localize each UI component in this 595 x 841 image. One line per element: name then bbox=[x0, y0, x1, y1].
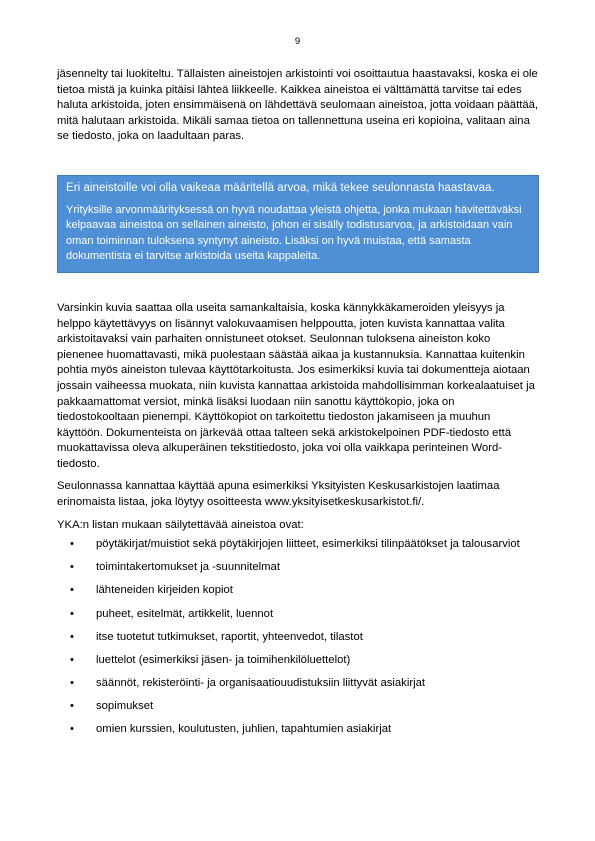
callout-body: Yrityksille arvonmäärityksessä on hyvä noudattaa yleistä ohjetta, jonka mukaan hävitettäväksi kelpaavaa aineistoa on sellainen aineisto, johon ei sisälly todistusarvoa, ja arkistoidaan vain oman toiminnan tuloksena syntynyt aineisto. Lisäksi on hyvä muistaa, että samasta dokumentista ei tarvitse arkistoida useita kappaleita. bbox=[66, 203, 522, 263]
bullet-item bbox=[57, 583, 539, 599]
bullet-item bbox=[57, 537, 539, 553]
bullet-icon: • bbox=[70, 584, 74, 597]
bullet-item bbox=[57, 630, 539, 646]
bullet-text: luettelot (esimerkiksi jäsen- ja toimihenkilöluettelot) bbox=[96, 653, 351, 666]
highlight-callout-box bbox=[57, 175, 539, 273]
bullet-icon: • bbox=[70, 653, 74, 666]
paragraph-images: Varsinkin kuvia saattaa olla useita samankaltaisia, koska kännykkäkameroiden yleisyys ja helppo käytettävyys on lisännyt valokuvaamisen helppoutta, joten kuvista kannattaa valita arkistoitavaksi vain parhaiten onnistuneet otokset. Seulonnan tuloksena aineiston koko pienenee huomattavasti, mikä puolestaan säästää aikaa ja kustannuksia. Kannattaa kuitenkin pohtia myös aineiston tulevaa käyttötarkoitusta. Jos esimerkiksi kuvia tai dokumentteja aiotaan jossain vaiheessa muokata, niin kuvista kannattaa arkistoida mahdollisimman korkealaatuiset ja pakkaamattomat versiot, minkä lisäksi luodaan niin sanottu käyttökopio, joka on tiedostokooltaan pienempi. Käyttökopiot on tarkoitettu tiedoston jakamiseen ja muuhun käyttöön. Dokumenteista on järkevää ottaa talteen sekä arkistokelpoinen PDF-tiedosto että muokattavissa oleva alkuperäinen tekstitiedosto, joka voi olla vaikkapa perinteinen Word-tiedosto. bbox=[57, 301, 535, 470]
bullet-text: omien kurssien, koulutusten, juhlien, tapahtumien asiakirjat bbox=[96, 723, 392, 735]
bullet-icon: • bbox=[70, 699, 74, 712]
bullet-item bbox=[57, 607, 539, 623]
bullet-text: pöytäkirjat/muistiot sekä pöytäkirjojen liitteet, esimerkiksi tilinpäätökset ja talousarviot bbox=[96, 538, 520, 551]
bullet-item bbox=[57, 722, 539, 738]
bullet-icon: • bbox=[70, 561, 74, 574]
paragraph-intro: jäsennelty tai luokiteltu. Tällaisten aineistojen arkistointi voi osoittautua haastavaksi, koska ei ole tietoa mistä ja kuinka pitäisi lähteä liikkeelle. Kaikkea aineistoa ei välttämättä tarvitse tai edes haluta arkistoida, joten ensimmäisenä on lähdettävä seulomaan aineistoa, jotta voidaan päättää, mitä halutaan arkistoida. Mikäli samaa tietoa on tallennettuna useina eri kopioina, valitaan aina se tiedosto, joka on laadultaan paras. bbox=[57, 68, 539, 143]
bullet-icon: • bbox=[70, 676, 74, 689]
bullet-text: toimintakertomukset ja -suunnitelmat bbox=[96, 561, 280, 574]
bullet-item bbox=[57, 653, 539, 669]
bullet-text: itse tuotetut tutkimukset, raportit, yhteenvedot, tilastot bbox=[96, 630, 363, 643]
bullet-text: säännöt, rekisteröinti- ja organisaatiouudistuksiin liittyvät asiakirjat bbox=[96, 676, 426, 689]
bullet-icon: • bbox=[70, 723, 74, 735]
bullet-icon: • bbox=[70, 607, 74, 620]
document-body bbox=[57, 67, 539, 745]
page-number: 9 bbox=[294, 36, 301, 47]
retention-bullet-list bbox=[57, 537, 539, 737]
bullet-item bbox=[57, 560, 539, 576]
bullet-text: lähteneiden kirjeiden kopiot bbox=[96, 584, 233, 597]
bullet-icon: • bbox=[70, 538, 74, 551]
paragraph-list-intro: YKA:n listan mukaan säilytettävää aineistoa ovat: bbox=[57, 518, 304, 531]
bullet-text: puheet, esitelmät, artikkelit, luennot bbox=[96, 607, 274, 620]
paragraph-yka-reference: Seulonnassa kannattaa käyttää apuna esimerkiksi Yksityisten Keskusarkistojen laatimaa erinomaista listaa, joka löytyy osoitteesta www.yksityisetkeskusarkistot.fi/. bbox=[57, 480, 500, 509]
callout-title: Eri aineistoille voi olla vaikeaa määritellä arvoa, mikä tekee seulonnasta haastavaa. bbox=[66, 181, 495, 194]
bullet-text: sopimukset bbox=[96, 699, 154, 712]
bullet-item bbox=[57, 676, 539, 692]
bullet-item bbox=[57, 699, 539, 715]
bullet-icon: • bbox=[70, 630, 74, 643]
